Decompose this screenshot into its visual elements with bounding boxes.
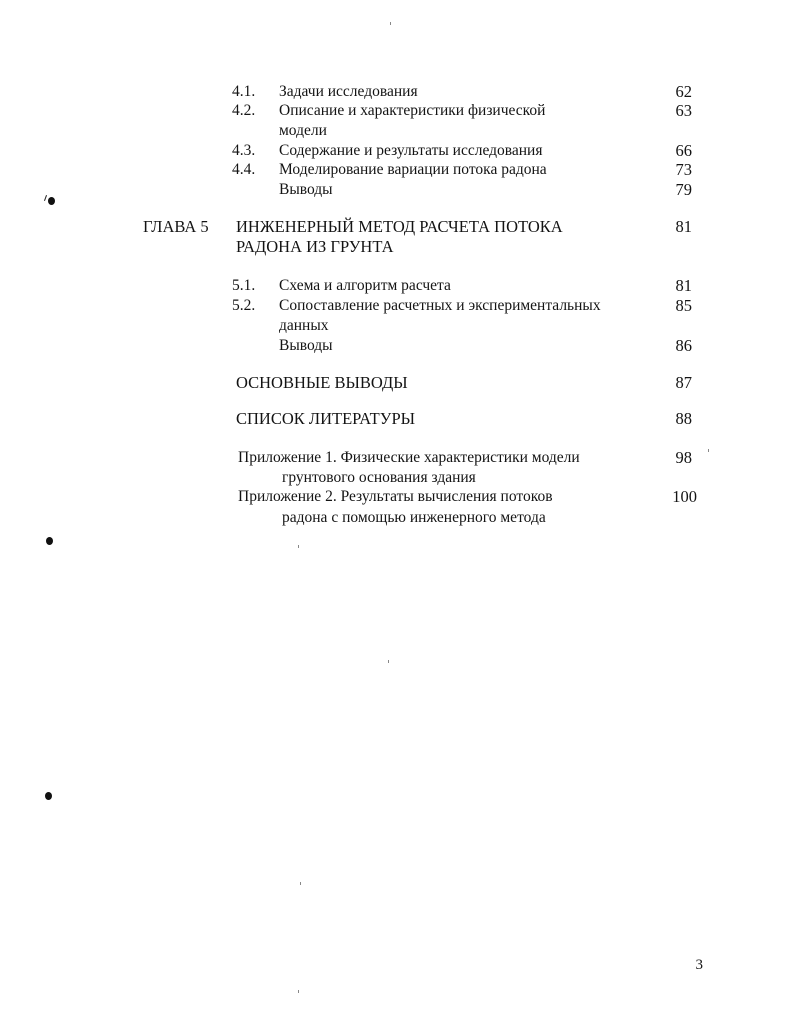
scan-speck xyxy=(298,990,299,993)
toc-page-appendix-2: 100 xyxy=(672,487,697,506)
toc-title-ch4-conclusions: Выводы xyxy=(279,181,333,198)
toc-page-4-2: 63 xyxy=(675,101,692,120)
toc-page-4-1: 62 xyxy=(675,82,692,101)
toc-page-4-3: 66 xyxy=(675,141,692,160)
binder-hole-mark xyxy=(45,792,52,800)
scan-speck xyxy=(300,882,301,885)
toc-appendix-1-line1: Приложение 1. Физические характеристики модели xyxy=(238,449,580,466)
toc-title-5-1: Схема и алгоритм расчета xyxy=(279,277,451,294)
toc-num-5-1: 5.1. xyxy=(232,277,256,294)
toc-page-ch5-conclusions: 86 xyxy=(675,336,692,355)
toc-appendix-2-line1: Приложение 2. Результаты вычисления потоков xyxy=(238,488,553,505)
chapter-5-page: 81 xyxy=(675,217,692,236)
toc-title-4-1: Задачи исследования xyxy=(279,83,418,100)
toc-title-4-2: Описание и характеристики физической xyxy=(279,102,546,119)
toc-num-4-1: 4.1. xyxy=(232,83,256,100)
toc-page-references: 88 xyxy=(675,409,692,428)
toc-title-4-4: Моделирование вариации потока радона xyxy=(279,161,547,178)
toc-title-4-3: Содержание и результаты исследования xyxy=(279,142,543,159)
toc-num-5-2: 5.2. xyxy=(232,297,256,314)
binder-hole-mark xyxy=(46,537,53,545)
chapter-5-label: ГЛАВА 5 xyxy=(143,217,209,236)
scan-speck xyxy=(708,449,709,452)
toc-page-5-2: 85 xyxy=(675,296,692,315)
toc-main-conclusions: ОСНОВНЫЕ ВЫВОДЫ xyxy=(236,373,408,392)
scan-speck xyxy=(44,195,47,201)
binder-hole-mark xyxy=(48,197,55,205)
toc-num-4-2: 4.2. xyxy=(232,102,256,119)
chapter-5-title-line1: ИНЖЕНЕРНЫЙ МЕТОД РАСЧЕТА ПОТОКА xyxy=(236,217,563,236)
toc-title-5-2-cont: данных xyxy=(279,317,329,334)
toc-num-4-4: 4.4. xyxy=(232,161,256,178)
toc-num-4-3: 4.3. xyxy=(232,142,256,159)
toc-page-appendix-1: 98 xyxy=(675,448,692,467)
page-number: 3 xyxy=(695,957,703,973)
toc-page-5-1: 81 xyxy=(675,276,692,295)
toc-title-ch5-conclusions: Выводы xyxy=(279,337,333,354)
scan-speck xyxy=(298,545,299,548)
scan-speck xyxy=(388,660,389,663)
toc-page-4-4: 73 xyxy=(675,160,692,179)
toc-appendix-2-line2: радона с помощью инженерного метода xyxy=(282,509,546,526)
toc-page-ch4-conclusions: 79 xyxy=(675,180,692,199)
toc-page-main-conclusions: 87 xyxy=(675,373,692,392)
scan-speck xyxy=(390,22,391,25)
toc-title-5-2: Сопоставление расчетных и экспериментальных xyxy=(279,297,601,314)
toc-references: СПИСОК ЛИТЕРАТУРЫ xyxy=(236,409,416,428)
toc-appendix-1-line2: грунтового основания здания xyxy=(282,469,476,486)
toc-title-4-2-cont: модели xyxy=(279,122,327,139)
chapter-5-title-line2: РАДОНА ИЗ ГРУНТА xyxy=(236,237,394,256)
